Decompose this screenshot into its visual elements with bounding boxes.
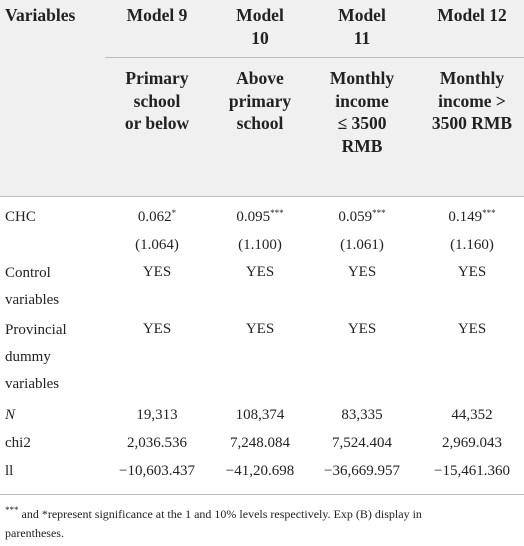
expb-model-10: (1.100) bbox=[238, 237, 282, 253]
chc-model-12: 0.149*** bbox=[448, 208, 496, 225]
chc-model-9: 0.062* bbox=[137, 208, 177, 225]
header-model-11: Model 11 bbox=[338, 5, 386, 48]
provincial-model-9: YES bbox=[142, 321, 172, 337]
header-variables: Variables bbox=[5, 5, 76, 25]
subheader-model-10: Above primary school bbox=[228, 68, 292, 133]
header-model-12: Model 12 bbox=[437, 5, 507, 25]
header-model-10: Model 10 bbox=[236, 5, 284, 48]
ll-model-9: −10,603.437 bbox=[119, 463, 195, 479]
subheader-model-11: Monthly income ≤ 3500 RMB bbox=[329, 68, 395, 156]
ll-model-10: −41,20.698 bbox=[225, 463, 295, 479]
table-bottom-rule bbox=[0, 494, 524, 495]
row-label-chi2: chi2 bbox=[5, 435, 31, 451]
n-model-10: 108,374 bbox=[235, 407, 285, 423]
row-label-provincial-dummy: Provincial dummy variables bbox=[5, 322, 67, 392]
ll-model-11: −36,669.957 bbox=[324, 463, 400, 479]
control-model-11: YES bbox=[347, 264, 377, 280]
control-model-12: YES bbox=[457, 264, 487, 280]
chi2-model-12: 2,969.043 bbox=[442, 435, 502, 451]
row-label-chc: CHC bbox=[5, 209, 36, 225]
subheader-model-12: Monthly income > 3500 RMB bbox=[431, 68, 513, 133]
chc-model-11: 0.059*** bbox=[338, 208, 386, 225]
ll-model-12: −15,461.360 bbox=[434, 463, 510, 479]
provincial-model-12: YES bbox=[457, 321, 487, 337]
control-model-10: YES bbox=[245, 264, 275, 280]
row-label-ll: ll bbox=[5, 463, 14, 479]
expb-model-11: (1.061) bbox=[340, 237, 384, 253]
chi2-model-9: 2,036.536 bbox=[127, 435, 187, 451]
header-bottom-rule bbox=[0, 196, 524, 197]
n-model-9: 19,313 bbox=[136, 407, 178, 423]
control-model-9: YES bbox=[142, 264, 172, 280]
header-model-9: Model 9 bbox=[126, 5, 188, 25]
row-label-control-variables: Control variables bbox=[5, 265, 60, 308]
n-model-12: 44,352 bbox=[451, 407, 493, 423]
table-footnote: *** and *represent significance at the 1 and 10% levels respectively. Exp (B) display in parentheses. bbox=[5, 505, 422, 540]
header-divider bbox=[105, 57, 524, 58]
n-model-11: 83,335 bbox=[341, 407, 383, 423]
expb-model-12: (1.160) bbox=[450, 237, 494, 253]
chi2-model-10: 7,248.084 bbox=[230, 435, 290, 451]
subheader-model-9: Primary school or below bbox=[124, 68, 190, 133]
expb-model-9: (1.064) bbox=[135, 237, 179, 253]
chi2-model-11: 7,524.404 bbox=[332, 435, 392, 451]
provincial-model-11: YES bbox=[347, 321, 377, 337]
row-label-n: N bbox=[5, 407, 16, 423]
chc-model-10: 0.095*** bbox=[236, 208, 284, 225]
provincial-model-10: YES bbox=[245, 321, 275, 337]
